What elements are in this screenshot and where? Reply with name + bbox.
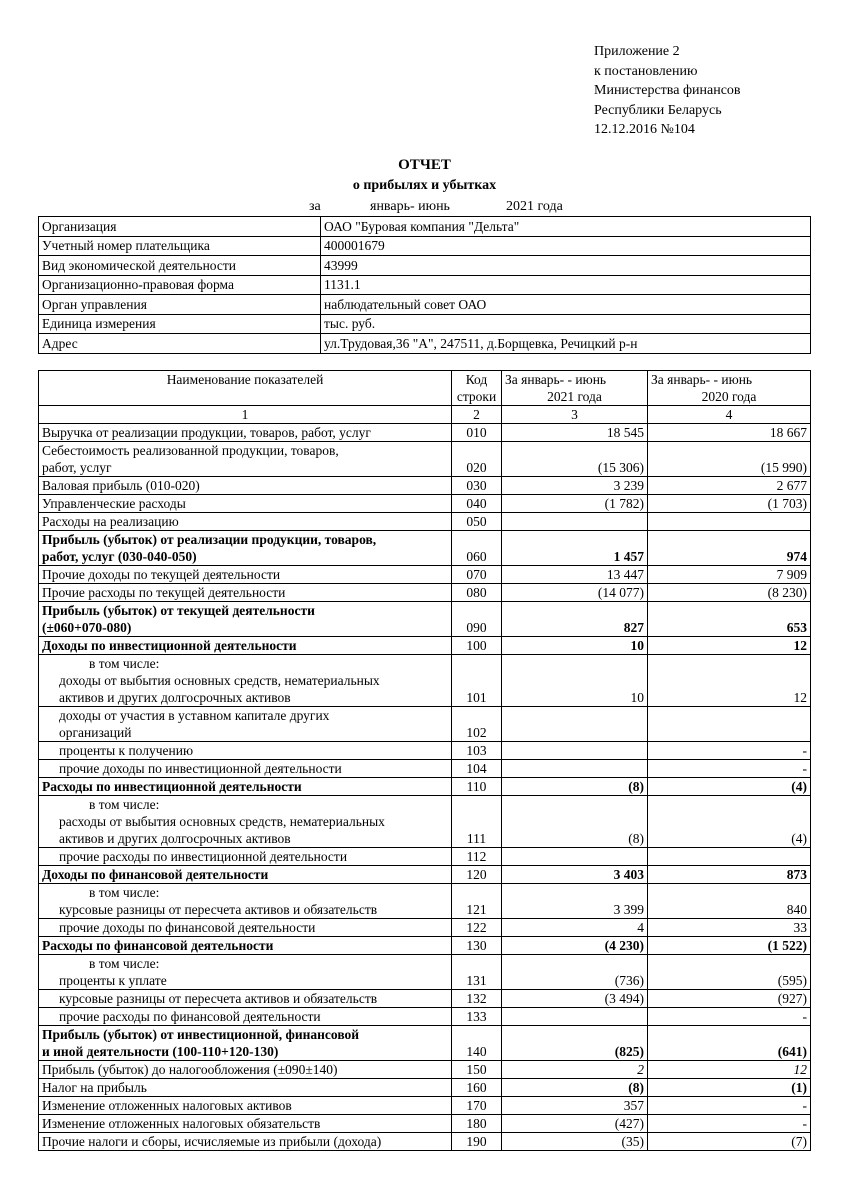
row-previous-value: 840 <box>648 884 811 919</box>
subitem-note: в том числе: <box>89 656 160 671</box>
row-previous-value: 33 <box>648 919 811 937</box>
column-number: 3 <box>502 406 648 424</box>
table-row <box>39 1133 811 1151</box>
info-row <box>39 295 811 315</box>
row-name <box>39 566 452 584</box>
row-name <box>39 778 452 796</box>
row-name <box>39 1026 452 1061</box>
subitem-note: в том числе: <box>89 885 160 900</box>
row-label: прочие доходы по финансовой деятельности <box>59 920 316 935</box>
row-previous-value: 12 <box>648 1061 811 1079</box>
row-current-value <box>502 848 648 866</box>
info-value: тыс. руб. <box>321 314 811 334</box>
row-code: 060 <box>452 531 502 566</box>
table-row <box>39 1115 811 1133</box>
info-row <box>39 236 811 256</box>
row-code: 150 <box>452 1061 502 1079</box>
row-previous-value <box>648 707 811 742</box>
table-row <box>39 584 811 602</box>
info-row <box>39 275 811 295</box>
row-name <box>39 1008 452 1026</box>
row-name <box>39 584 452 602</box>
row-label: Расходы на реализацию <box>42 514 179 529</box>
row-label: расходы от выбытия основных средств, нематериальных <box>59 814 385 829</box>
appendix-line: Приложение 2 <box>594 44 680 59</box>
row-label: Валовая прибыль (010-020) <box>42 478 200 493</box>
table-row <box>39 531 811 566</box>
row-current-value: 4 <box>502 919 648 937</box>
row-code: 131 <box>452 955 502 990</box>
row-previous-value: 12 <box>648 637 811 655</box>
info-row <box>39 256 811 276</box>
row-current-value <box>502 760 648 778</box>
row-current-value: (8) <box>502 1079 648 1097</box>
row-label-cont: (±060+070-080) <box>42 620 132 635</box>
row-code: 121 <box>452 884 502 919</box>
row-previous-value: (927) <box>648 990 811 1008</box>
row-code: 130 <box>452 937 502 955</box>
table-row <box>39 1079 811 1097</box>
appendix-line: Министерства финансов <box>594 83 741 98</box>
row-previous-value: - <box>648 1115 811 1133</box>
row-current-value: 2 <box>502 1061 648 1079</box>
row-label: Прибыль (убыток) от текущей деятельности <box>42 603 315 618</box>
row-code: 111 <box>452 796 502 848</box>
table-row <box>39 742 811 760</box>
info-row <box>39 314 811 334</box>
row-name <box>39 955 452 990</box>
appendix-line: к постановлению <box>594 63 698 79</box>
row-label: Расходы по инвестиционной деятельности <box>42 779 302 794</box>
row-name <box>39 937 452 955</box>
row-name <box>39 655 452 707</box>
row-label: курсовые разницы от пересчета активов и обязательств <box>59 991 378 1006</box>
row-label: Доходы по инвестиционной деятельности <box>42 638 297 653</box>
header-previous-period: За январь- - июнь 2020 года <box>648 371 811 406</box>
row-current-value <box>502 707 648 742</box>
row-label: доходы от выбытия основных средств, нематериальных <box>59 673 380 688</box>
row-previous-value: (1) <box>648 1079 811 1097</box>
row-label: Доходы по финансовой деятельности <box>42 867 269 882</box>
row-code: 180 <box>452 1115 502 1133</box>
table-row <box>39 1008 811 1026</box>
row-label: Изменение отложенных налоговых активов <box>42 1098 292 1113</box>
row-current-value: (4 230) <box>502 937 648 955</box>
row-code: 030 <box>452 477 502 495</box>
period-prefix: за <box>309 199 321 214</box>
header-code: Код строки <box>452 371 502 406</box>
row-previous-value: 12 <box>648 655 811 707</box>
row-label: прочие расходы по инвестиционной деятельности <box>59 849 348 864</box>
row-code: 050 <box>452 513 502 531</box>
row-name <box>39 1079 452 1097</box>
row-name <box>39 637 452 655</box>
period-months: январь- июнь <box>370 199 450 214</box>
appendix-line: 12.12.2016 №104 <box>594 122 695 137</box>
row-code: 040 <box>452 495 502 513</box>
row-name <box>39 796 452 848</box>
column-number-row <box>39 406 811 424</box>
row-label: Себестоимость реализованной продукции, товаров, <box>42 443 339 458</box>
row-previous-value: (1 522) <box>648 937 811 955</box>
row-label: Прибыль (убыток) от инвестиционной, финансовой <box>42 1027 360 1042</box>
row-previous-value <box>648 848 811 866</box>
row-previous-value: (595) <box>648 955 811 990</box>
info-row <box>39 334 811 354</box>
info-value: наблюдательный совет ОАО <box>321 295 811 315</box>
row-name <box>39 1133 452 1151</box>
row-name <box>39 866 452 884</box>
row-label-cont: организаций <box>59 725 132 740</box>
row-code: 070 <box>452 566 502 584</box>
row-label: проценты к получению <box>59 743 194 758</box>
row-label: Прибыль (убыток) до налогообложения (±090±140) <box>42 1062 338 1077</box>
row-current-value: 1 457 <box>502 531 648 566</box>
row-label: Выручка от реализации продукции, товаров, работ, услуг <box>42 425 371 440</box>
column-number: 1 <box>39 406 452 424</box>
row-label: прочие доходы по инвестиционной деятельности <box>59 761 342 776</box>
row-label-cont: работ, услуг <box>42 460 112 475</box>
period-year: 2021 года <box>506 199 563 214</box>
row-previous-value: (4) <box>648 796 811 848</box>
row-code: 190 <box>452 1133 502 1151</box>
row-code: 010 <box>452 424 502 442</box>
info-label: Адрес <box>39 334 321 354</box>
row-code: 102 <box>452 707 502 742</box>
row-label: доходы от участия в уставном капитале других <box>59 708 330 723</box>
row-label: Прибыль (убыток) от реализации продукции, товаров, <box>42 532 377 547</box>
table-row <box>39 513 811 531</box>
table-row <box>39 707 811 742</box>
table-row <box>39 566 811 584</box>
info-label: Организационно-правовая форма <box>39 275 321 295</box>
row-previous-value: 873 <box>648 866 811 884</box>
row-current-value: (825) <box>502 1026 648 1061</box>
table-row <box>39 778 811 796</box>
header-name: Наименование показателей <box>39 371 452 406</box>
table-row <box>39 1097 811 1115</box>
info-row <box>39 217 811 237</box>
row-code: 132 <box>452 990 502 1008</box>
table-row <box>39 760 811 778</box>
table-row <box>39 1026 811 1061</box>
row-code: 122 <box>452 919 502 937</box>
table-row <box>39 477 811 495</box>
table-row <box>39 796 811 848</box>
subitem-note: в том числе: <box>89 956 160 971</box>
row-current-value <box>502 1008 648 1026</box>
row-code: 110 <box>452 778 502 796</box>
row-code: 104 <box>452 760 502 778</box>
table-row <box>39 655 811 707</box>
row-previous-value: (7) <box>648 1133 811 1151</box>
row-previous-value: 18 667 <box>648 424 811 442</box>
row-label-cont: активов и других долгосрочных активов <box>59 690 291 705</box>
row-current-value <box>502 513 648 531</box>
row-current-value: (14 077) <box>502 584 648 602</box>
row-code: 133 <box>452 1008 502 1026</box>
table-row <box>39 990 811 1008</box>
row-previous-value: - <box>648 1008 811 1026</box>
row-name <box>39 1061 452 1079</box>
row-code: 080 <box>452 584 502 602</box>
table-row <box>39 866 811 884</box>
report-title: ОТЧЕТ <box>398 157 451 173</box>
row-code: 170 <box>452 1097 502 1115</box>
row-current-value: (8) <box>502 796 648 848</box>
row-label: проценты к уплате <box>59 973 167 988</box>
row-current-value: 10 <box>502 637 648 655</box>
row-name <box>39 602 452 637</box>
report-subtitle: о прибылях и убытках <box>352 178 497 193</box>
info-label: Организация <box>39 217 321 237</box>
row-label: Управленческие расходы <box>42 496 186 511</box>
row-previous-value: - <box>648 1097 811 1115</box>
profit-loss-table <box>38 370 811 1151</box>
row-code: 100 <box>452 637 502 655</box>
row-current-value: 18 545 <box>502 424 648 442</box>
info-value: ОАО "Буровая компания "Дельта" <box>321 217 811 237</box>
row-name <box>39 1097 452 1115</box>
info-label: Орган управления <box>39 295 321 315</box>
row-previous-value: (1 703) <box>648 495 811 513</box>
table-header-row <box>39 371 811 406</box>
row-name <box>39 990 452 1008</box>
row-current-value: 13 447 <box>502 566 648 584</box>
row-previous-value: 7 909 <box>648 566 811 584</box>
row-previous-value: - <box>648 760 811 778</box>
table-row <box>39 919 811 937</box>
row-name <box>39 707 452 742</box>
row-label: Налог на прибыль <box>42 1080 147 1095</box>
row-name <box>39 531 452 566</box>
row-current-value: (3 494) <box>502 990 648 1008</box>
row-code: 120 <box>452 866 502 884</box>
info-value: 1131.1 <box>321 275 811 295</box>
table-row <box>39 495 811 513</box>
row-code: 090 <box>452 602 502 637</box>
row-previous-value <box>648 513 811 531</box>
row-label: Прочие налоги и сборы, исчисляемые из прибыли (дохода) <box>42 1134 382 1149</box>
row-previous-value: 974 <box>648 531 811 566</box>
table-row <box>39 884 811 919</box>
row-code: 020 <box>452 442 502 477</box>
row-current-value: (427) <box>502 1115 648 1133</box>
info-value: 43999 <box>321 256 811 276</box>
row-label-cont: и иной деятельности (100-110+120-130) <box>42 1044 279 1059</box>
row-code: 160 <box>452 1079 502 1097</box>
row-current-value: (1 782) <box>502 495 648 513</box>
column-number: 4 <box>648 406 811 424</box>
row-name <box>39 848 452 866</box>
appendix-line: Республики Беларусь <box>594 102 722 118</box>
row-current-value: 357 <box>502 1097 648 1115</box>
row-name <box>39 424 452 442</box>
info-value: 400001679 <box>321 236 811 256</box>
table-row <box>39 442 811 477</box>
row-current-value: (35) <box>502 1133 648 1151</box>
info-value: ул.Трудовая,36 "А", 247511, д.Борщевка, Речицкий р-н <box>321 334 811 354</box>
row-name <box>39 884 452 919</box>
row-previous-value: 2 677 <box>648 477 811 495</box>
table-row <box>39 602 811 637</box>
table-row <box>39 937 811 955</box>
row-previous-value: (8 230) <box>648 584 811 602</box>
row-code: 112 <box>452 848 502 866</box>
row-name <box>39 495 452 513</box>
row-label: Прочие расходы по текущей деятельности <box>42 585 286 600</box>
row-code: 140 <box>452 1026 502 1061</box>
row-label: прочие расходы по финансовой деятельности <box>59 1009 321 1024</box>
row-name <box>39 919 452 937</box>
row-code: 101 <box>452 655 502 707</box>
row-previous-value: 653 <box>648 602 811 637</box>
row-current-value: (8) <box>502 778 648 796</box>
table-row <box>39 637 811 655</box>
table-row <box>39 848 811 866</box>
row-name <box>39 760 452 778</box>
row-current-value <box>502 742 648 760</box>
row-code: 103 <box>452 742 502 760</box>
table-row <box>39 955 811 990</box>
info-label: Единица измерения <box>39 314 321 334</box>
row-name <box>39 513 452 531</box>
header-current-period: За январь- - июнь 2021 года <box>502 371 648 406</box>
row-previous-value: (4) <box>648 778 811 796</box>
row-previous-value: (641) <box>648 1026 811 1061</box>
row-label: Расходы по финансовой деятельности <box>42 938 274 953</box>
row-name <box>39 477 452 495</box>
row-current-value: 3 399 <box>502 884 648 919</box>
row-current-value: 827 <box>502 602 648 637</box>
row-previous-value: - <box>648 742 811 760</box>
row-name <box>39 742 452 760</box>
row-label: Изменение отложенных налоговых обязательств <box>42 1116 321 1131</box>
row-label: Прочие доходы по текущей деятельности <box>42 567 281 582</box>
row-label-cont: активов и других долгосрочных активов <box>59 831 291 846</box>
row-current-value: 3 239 <box>502 477 648 495</box>
row-current-value: 10 <box>502 655 648 707</box>
row-label: курсовые разницы от пересчета активов и обязательств <box>59 902 378 917</box>
column-number: 2 <box>452 406 502 424</box>
organization-info-table <box>38 216 811 354</box>
row-name <box>39 1115 452 1133</box>
table-row <box>39 1061 811 1079</box>
info-label: Учетный номер плательщика <box>39 236 321 256</box>
appendix-block <box>594 42 741 140</box>
row-label-cont: работ, услуг (030-040-050) <box>42 549 197 564</box>
row-current-value: (736) <box>502 955 648 990</box>
row-previous-value: (15 990) <box>648 442 811 477</box>
row-current-value: (15 306) <box>502 442 648 477</box>
subitem-note: в том числе: <box>89 797 160 812</box>
row-name <box>39 442 452 477</box>
info-label: Вид экономической деятельности <box>39 256 321 276</box>
row-current-value: 3 403 <box>502 866 648 884</box>
table-row <box>39 424 811 442</box>
